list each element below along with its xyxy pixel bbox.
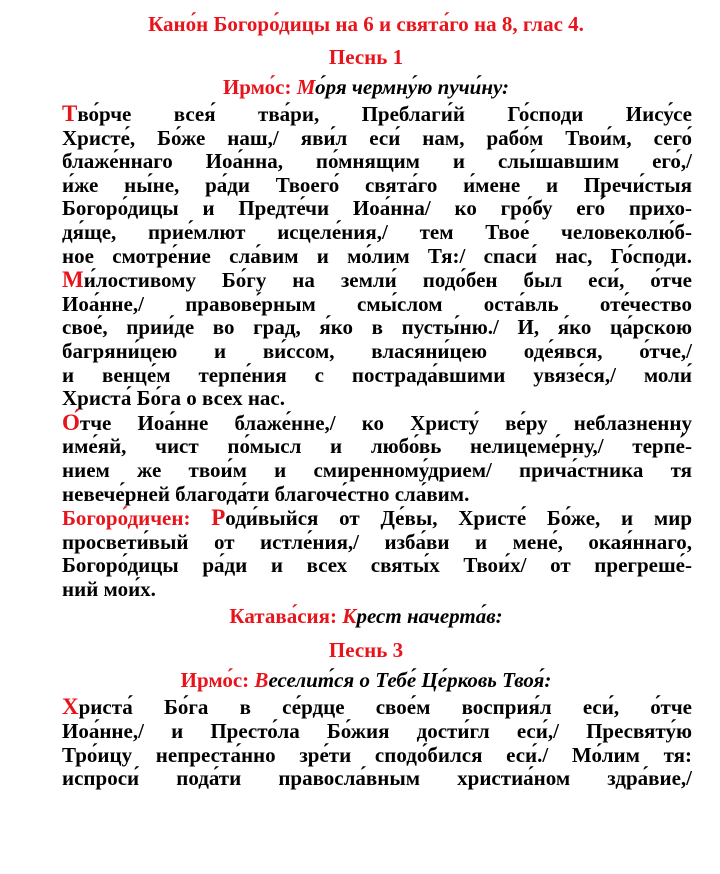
troparion-1 — [40, 102, 692, 268]
troparion-line: и́же ны́не, ра́ди Твоего́ свята́го и́мене и Пречи́стыя — [62, 172, 692, 197]
theotokion-line: просвети́вый от истле́ния,/ изба́ви и мене́, окая́ннаго, — [62, 529, 692, 554]
troparion-line: во́рче всея́ тва́ри, Преблаги́й Го́споди Иису́се — [77, 102, 692, 126]
irmos-text: еселит́ся о Тебе́ Це́рковь Твоя́: — [268, 668, 552, 693]
troparion-2 — [40, 268, 692, 411]
canon-title: Кано́н Богоро́дицы на 6 и свята́го на 8, глас 4. — [148, 12, 584, 36]
troparion-line: испроси́ пода́ти правосла́вным христиа́ном здра́вие,/ — [62, 766, 692, 791]
troparion-line: блаже́ннаго Иоа́нна, по́мнящим и слы́шавшим его́,/ — [62, 149, 692, 174]
theotokion — [40, 506, 692, 601]
troparion-line: Богоро́дицы и Предте́чи Иоа́нна/ ко гро́бу его́ прихо- — [62, 196, 692, 221]
irmos-initial: М — [296, 75, 316, 99]
troparion-4 — [40, 695, 692, 790]
troparion-line: и́лостивому Бо́гу на земли́ подо́бен был еси́, о́тче — [83, 268, 692, 293]
troparion-line: и венце́м терпе́ния с пострада́вшими увязе́ся,/ моли́ — [62, 362, 692, 387]
irmos-initial: В — [254, 668, 269, 693]
katavasia-initial: К — [342, 604, 357, 629]
song-3-heading: Песнь 3 — [328, 638, 404, 663]
irmos-text: о́ря чермну́ю пучи́ну: — [315, 75, 510, 99]
troparion-initial: Т — [62, 101, 78, 126]
theotokion-line: Богоро́дицы ра́ди и всех святы́х Твои́х/ от прегреше́- — [62, 553, 692, 578]
troparion-line: свое́, прии́де во град, я́ко в пусты́ню./ И, я́ко ца́рскою — [62, 315, 692, 340]
troparion-line: име́яй, чист по́мысл и любо́вь нелицеме́рну,/ терпе́- — [62, 434, 692, 459]
troparion-line: тче Иоа́нне блаже́нне,/ ко Христу́ ве́ру неблазненну — [79, 410, 692, 435]
katavasia-label: Катава́сия: — [229, 604, 337, 629]
troparion-initial: М — [62, 267, 84, 293]
troparion-line: невече́рней благода́ти благоче́стно сла́вим. — [62, 481, 470, 506]
irmos-label: Ирмо́с: — [222, 75, 292, 99]
song-1-heading: Песнь 1 — [328, 45, 404, 69]
troparion-line: риста́ Бо́га в се́рдце свое́м восприя́л еси́, о́тче — [78, 695, 692, 720]
song-1-irmos — [40, 72, 692, 102]
theotokion-label: Богоро́дичен: — [62, 506, 191, 531]
troparion-line: нием же твои́м и смиренному́дрием/ прича́стника тя — [62, 457, 692, 482]
theotokion-line: ний мои́х. — [62, 576, 156, 601]
troparion-line: ное смотре́ние сла́вим и мо́лим Тя:/ спаси́ нас, Го́споди. — [62, 243, 692, 268]
troparion-line: дя́ще, прие́млют исцеле́ния,/ тем Твое́ человеколю́б- — [62, 219, 692, 244]
katavasia-text: рест начерта́в: — [356, 604, 503, 629]
troparion-line: Иоа́нне,/ и Престо́ла Бо́жия дости́гл еси́,/ Пресвяту́ю — [62, 719, 692, 744]
troparion-3 — [40, 411, 692, 506]
troparion-line: Христе́, Бо́же наш,/ яви́л еси́ нам, рабо́м Твои́м, сего́ — [62, 125, 692, 150]
troparion-line: Тро́ицу непреста́нно зре́ти сподо́бился еси́./ Мо́лим тя: — [62, 742, 692, 767]
song-3-irmos — [40, 665, 692, 695]
troparion-line: Иоа́нне,/ правове́рным смы́слом оста́вль оте́чество — [62, 291, 692, 316]
theotokion-initial: Р — [211, 505, 226, 531]
katavasia — [40, 601, 692, 631]
troparion-line: Христа́ Бо́га о всех нас. — [62, 386, 286, 411]
troparion-line: багряни́цею и ви́ссом, власяни́цею оде́явся, о́тче,/ — [62, 338, 692, 363]
theotokion-line: оди́выйся от Де́вы, Христе́ Бо́же, и мир — [225, 506, 693, 531]
troparion-initial: О́ — [62, 409, 80, 435]
irmos-label: Ирмо́с: — [180, 668, 250, 693]
troparion-initial: Х — [62, 694, 79, 720]
